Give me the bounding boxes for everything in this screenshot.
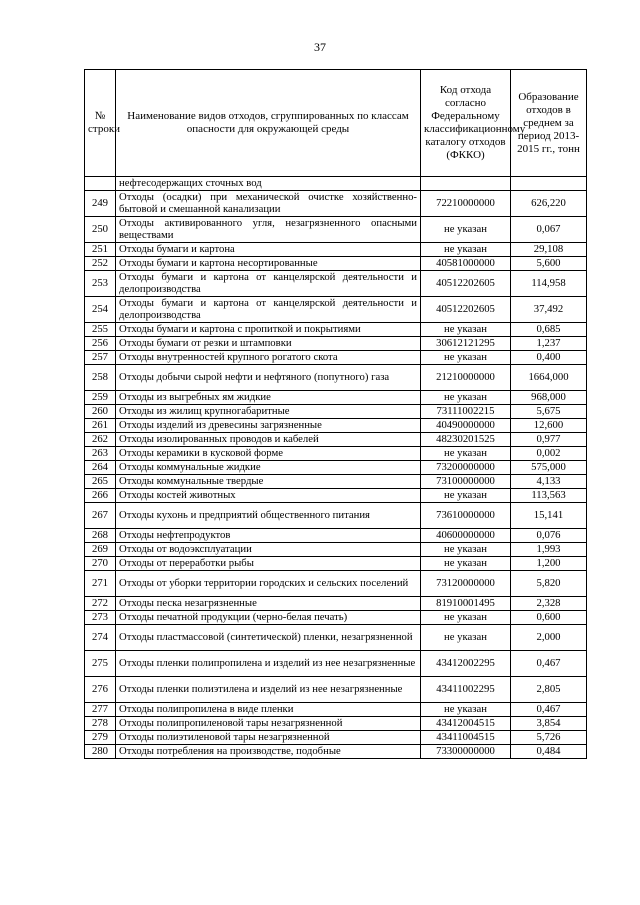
fkko-code: 73610000000	[421, 503, 511, 529]
header-waste-name: Наименование видов отходов, сгруппированных по классам опасности для окружающей среды	[116, 70, 421, 177]
fkko-code: не указан	[421, 351, 511, 365]
waste-volume: 15,141	[511, 503, 587, 529]
waste-name: Отходы коммунальные жидкие	[116, 461, 421, 475]
waste-volume: 37,492	[511, 297, 587, 323]
table-row	[85, 217, 587, 243]
row-number: 280	[85, 745, 116, 759]
waste-name: Отходы нефтепродуктов	[116, 529, 421, 543]
table-row	[85, 611, 587, 625]
table-row	[85, 271, 587, 297]
table-row	[85, 433, 587, 447]
row-number: 273	[85, 611, 116, 625]
waste-name: Отходы изолированных проводов и кабелей	[116, 433, 421, 447]
row-number: 271	[85, 571, 116, 597]
fkko-code: 43412002295	[421, 651, 511, 677]
waste-volume: 968,000	[511, 391, 587, 405]
waste-name: Отходы полиэтиленовой тары незагрязненной	[116, 731, 421, 745]
row-number: 254	[85, 297, 116, 323]
table-row	[85, 703, 587, 717]
waste-volume: 114,958	[511, 271, 587, 297]
fkko-code: 40512202605	[421, 297, 511, 323]
waste-name: Отходы костей животных	[116, 489, 421, 503]
row-number: 265	[85, 475, 116, 489]
table-row	[85, 717, 587, 731]
waste-volume: 0,400	[511, 351, 587, 365]
row-number: 252	[85, 257, 116, 271]
row-number: 269	[85, 543, 116, 557]
waste-volume: 4,133	[511, 475, 587, 489]
waste-volume: 5,675	[511, 405, 587, 419]
fkko-code: 30612121295	[421, 337, 511, 351]
row-number: 263	[85, 447, 116, 461]
table-row	[85, 323, 587, 337]
waste-name: Отходы активированного угля, незагрязненного опасными веществами	[116, 217, 421, 243]
table-row	[85, 191, 587, 217]
fkko-code: 73111002215	[421, 405, 511, 419]
table-row	[85, 405, 587, 419]
waste-name: Отходы полипропилена в виде пленки	[116, 703, 421, 717]
waste-volume: 29,108	[511, 243, 587, 257]
table-row	[85, 391, 587, 405]
table-row	[85, 297, 587, 323]
table-row	[85, 677, 587, 703]
waste-name: Отходы от водоэксплуатации	[116, 543, 421, 557]
row-number: 274	[85, 625, 116, 651]
table-row	[85, 543, 587, 557]
fkko-code: не указан	[421, 323, 511, 337]
continuation-volume-cell	[511, 177, 587, 191]
fkko-code: не указан	[421, 391, 511, 405]
table-row	[85, 351, 587, 365]
waste-volume: 1,237	[511, 337, 587, 351]
row-number: 257	[85, 351, 116, 365]
row-number: 261	[85, 419, 116, 433]
table-body	[85, 177, 587, 759]
row-number: 278	[85, 717, 116, 731]
waste-name: Отходы (осадки) при механической очистке хозяйственно-бытовой и смешанной канализации	[116, 191, 421, 217]
waste-volume: 0,467	[511, 651, 587, 677]
continuation-code-cell	[421, 177, 511, 191]
fkko-code: 73120000000	[421, 571, 511, 597]
fkko-code: 40600000000	[421, 529, 511, 543]
fkko-code: 48230201525	[421, 433, 511, 447]
waste-name: Отходы пленки полипропилена и изделий из нее незагрязненные	[116, 651, 421, 677]
table-row	[85, 529, 587, 543]
table-row	[85, 597, 587, 611]
waste-volume: 0,685	[511, 323, 587, 337]
waste-name: Отходы коммунальные твердые	[116, 475, 421, 489]
fkko-code: 43412004515	[421, 717, 511, 731]
waste-name: Отходы керамики в кусковой форме	[116, 447, 421, 461]
row-number: 275	[85, 651, 116, 677]
fkko-code: 21210000000	[421, 365, 511, 391]
waste-volume: 5,726	[511, 731, 587, 745]
waste-volume: 0,067	[511, 217, 587, 243]
row-number: 277	[85, 703, 116, 717]
table-row	[85, 503, 587, 529]
fkko-code: не указан	[421, 557, 511, 571]
fkko-code: 40490000000	[421, 419, 511, 433]
fkko-code: не указан	[421, 243, 511, 257]
waste-volume: 2,000	[511, 625, 587, 651]
waste-volume: 2,328	[511, 597, 587, 611]
fkko-code: не указан	[421, 625, 511, 651]
row-number: 250	[85, 217, 116, 243]
row-number: 266	[85, 489, 116, 503]
fkko-code: 43411002295	[421, 677, 511, 703]
header-fkko-code: Код отхода согласно Федеральному классификационному каталогу отходов (ФККО)	[421, 70, 511, 177]
row-number: 259	[85, 391, 116, 405]
waste-name: Отходы бумаги от резки и штамповки	[116, 337, 421, 351]
waste-name: Отходы внутренностей крупного рогатого скота	[116, 351, 421, 365]
waste-volume: 0,076	[511, 529, 587, 543]
fkko-code: не указан	[421, 611, 511, 625]
row-number: 279	[85, 731, 116, 745]
waste-name: Отходы полипропиленовой тары незагрязненной	[116, 717, 421, 731]
waste-volume: 0,467	[511, 703, 587, 717]
continuation-row	[85, 177, 587, 191]
waste-volume: 3,854	[511, 717, 587, 731]
fkko-code: 81910001495	[421, 597, 511, 611]
table-row	[85, 475, 587, 489]
waste-name: Отходы бумаги и картона	[116, 243, 421, 257]
continuation-text: нефтесодержащих сточных вод	[116, 177, 421, 191]
waste-volume: 5,820	[511, 571, 587, 597]
header-waste-volume: Образование отходов в среднем за период 2013-2015 гг., тонн	[511, 70, 587, 177]
table-row	[85, 731, 587, 745]
waste-volume: 5,600	[511, 257, 587, 271]
row-number: 272	[85, 597, 116, 611]
table-row	[85, 461, 587, 475]
row-number: 262	[85, 433, 116, 447]
waste-volume: 12,600	[511, 419, 587, 433]
waste-volume: 1664,000	[511, 365, 587, 391]
fkko-code: 40512202605	[421, 271, 511, 297]
row-number: 276	[85, 677, 116, 703]
waste-name: Отходы добычи сырой нефти и нефтяного (попутного) газа	[116, 365, 421, 391]
waste-name: Отходы песка незагрязненные	[116, 597, 421, 611]
waste-volume: 0,600	[511, 611, 587, 625]
fkko-code: не указан	[421, 543, 511, 557]
waste-volume: 0,484	[511, 745, 587, 759]
waste-volume: 626,220	[511, 191, 587, 217]
waste-name: Отходы из выгребных ям жидкие	[116, 391, 421, 405]
fkko-code: 73100000000	[421, 475, 511, 489]
row-number: 264	[85, 461, 116, 475]
waste-volume: 1,200	[511, 557, 587, 571]
table-row	[85, 419, 587, 433]
waste-table	[84, 69, 587, 759]
waste-volume: 113,563	[511, 489, 587, 503]
waste-volume: 0,002	[511, 447, 587, 461]
waste-name: Отходы бумаги и картона с пропиткой и покрытиями	[116, 323, 421, 337]
fkko-code: не указан	[421, 703, 511, 717]
fkko-code: 40581000000	[421, 257, 511, 271]
table-row	[85, 365, 587, 391]
table-row	[85, 557, 587, 571]
fkko-code: 43411004515	[421, 731, 511, 745]
header-row-number: № строки	[85, 70, 116, 177]
waste-volume: 575,000	[511, 461, 587, 475]
waste-name: Отходы от уборки территории городских и сельских поселений	[116, 571, 421, 597]
waste-name: Отходы бумаги и картона от канцелярской деятельности и делопроизводства	[116, 297, 421, 323]
fkko-code: 72210000000	[421, 191, 511, 217]
table-row	[85, 257, 587, 271]
table-row	[85, 571, 587, 597]
waste-name: Отходы печатной продукции (черно-белая печать)	[116, 611, 421, 625]
table-row	[85, 745, 587, 759]
table-row	[85, 489, 587, 503]
page-number: 37	[314, 40, 326, 54]
fkko-code: 73200000000	[421, 461, 511, 475]
row-number: 268	[85, 529, 116, 543]
row-number: 267	[85, 503, 116, 529]
row-number: 249	[85, 191, 116, 217]
fkko-code: не указан	[421, 489, 511, 503]
waste-name: Отходы из жилищ крупногабаритные	[116, 405, 421, 419]
waste-name: Отходы потребления на производстве, подобные	[116, 745, 421, 759]
waste-name: Отходы пленки полиэтилена и изделий из нее незагрязненные	[116, 677, 421, 703]
waste-volume: 2,805	[511, 677, 587, 703]
row-number: 253	[85, 271, 116, 297]
table-row	[85, 447, 587, 461]
row-number: 256	[85, 337, 116, 351]
fkko-code: не указан	[421, 217, 511, 243]
row-number: 270	[85, 557, 116, 571]
waste-name: Отходы от переработки рыбы	[116, 557, 421, 571]
waste-volume: 0,977	[511, 433, 587, 447]
table-header	[85, 70, 587, 177]
waste-name: Отходы бумаги и картона несортированные	[116, 257, 421, 271]
fkko-code: не указан	[421, 447, 511, 461]
waste-volume: 1,993	[511, 543, 587, 557]
table-row	[85, 651, 587, 677]
continuation-number-cell	[85, 177, 116, 191]
table-row	[85, 243, 587, 257]
waste-name: Отходы кухонь и предприятий общественного питания	[116, 503, 421, 529]
fkko-code: 73300000000	[421, 745, 511, 759]
row-number: 260	[85, 405, 116, 419]
waste-name: Отходы пластмассовой (синтетической) пленки, незагрязненной	[116, 625, 421, 651]
table-row	[85, 337, 587, 351]
row-number: 251	[85, 243, 116, 257]
waste-name: Отходы бумаги и картона от канцелярской деятельности и делопроизводства	[116, 271, 421, 297]
table-row	[85, 625, 587, 651]
row-number: 255	[85, 323, 116, 337]
waste-name: Отходы изделий из древесины загрязненные	[116, 419, 421, 433]
row-number: 258	[85, 365, 116, 391]
